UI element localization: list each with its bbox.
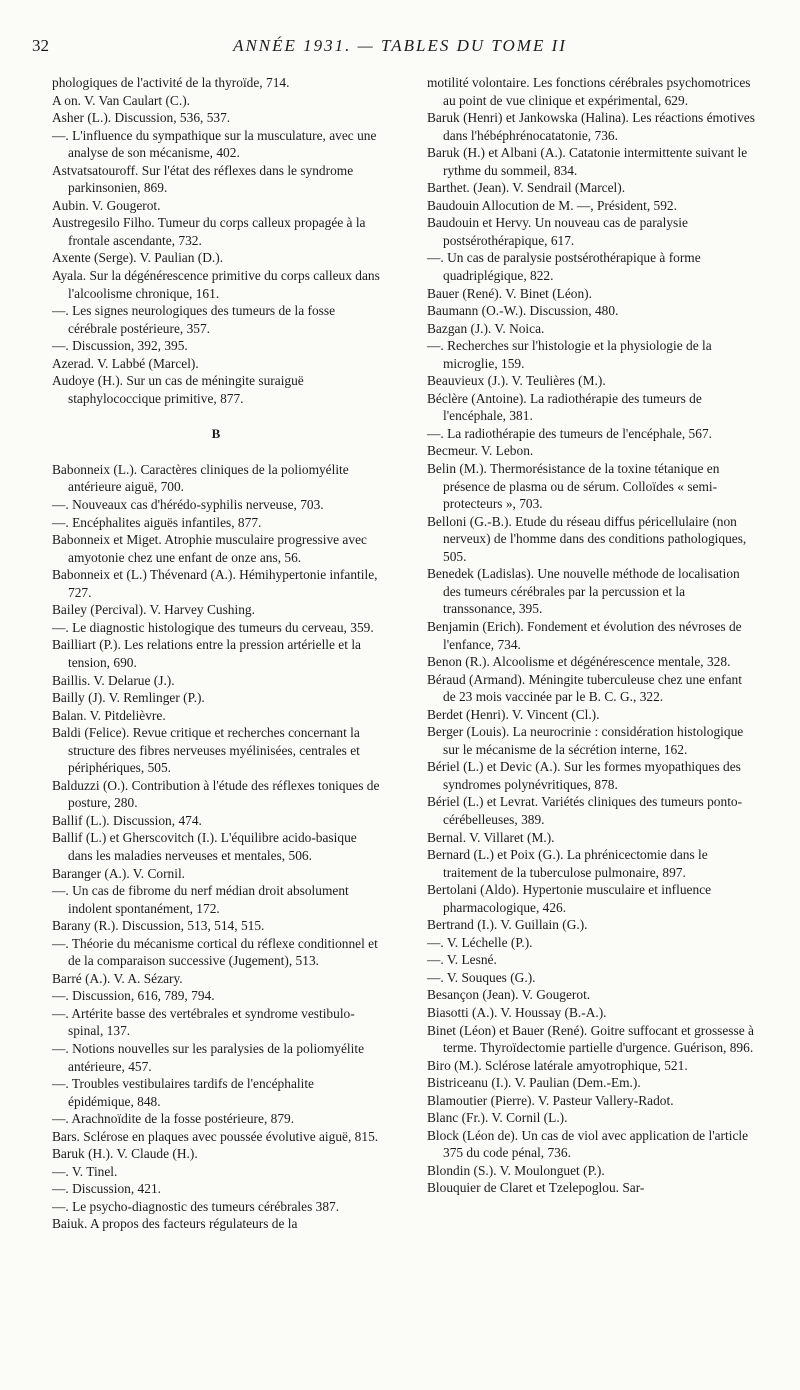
index-entry: motilité volontaire. Les fonctions cérébrales psychomotrices au point de vue clinique et expérimental, 629.: [427, 75, 751, 108]
index-entry: Belin (M.). Thermorésistance de la toxine tétanique en présence de plasma ou de sérum. Colloïdes « semi-protecteurs », 703.: [427, 461, 720, 512]
index-entry: Baruk (H.). V. Claude (H.).: [52, 1146, 198, 1162]
index-entry: Aubin. V. Gougerot.: [52, 197, 161, 213]
right-column: [427, 74, 755, 1197]
index-entry: —. V. Tinel.: [52, 1163, 118, 1179]
index-entry: Babonneix et Miget. Atrophie musculaire progressive avec amyotonie chez une enfant de onze ans, 56.: [52, 532, 367, 565]
page-number: 32: [32, 36, 49, 55]
index-entry: Bauer (René). V. Binet (Léon).: [427, 285, 592, 301]
index-entry: —. Troubles vestibulaires tardifs de l'encéphalite épidémique, 848.: [52, 1076, 314, 1109]
index-entry: Bailly (J). V. Remlinger (P.).: [52, 690, 205, 706]
index-entry: —. Le psycho-diagnostic des tumeurs cérébrales 387.: [52, 1198, 340, 1214]
index-entry: Bertolani (Aldo). Hypertonie musculaire et influence pharmacologique, 426.: [427, 882, 712, 915]
index-entry: Becmeur. V. Lebon.: [427, 443, 534, 459]
index-entry: Blondin (S.). V. Moulonguet (P.).: [427, 1162, 605, 1178]
index-entry: —. Arachnoïdite de la fosse postérieure, 879.: [52, 1111, 295, 1127]
index-entry: Blouquier de Claret et Tzelepoglou. Sar-: [427, 1180, 645, 1196]
index-entry: Asher (L.). Discussion, 536, 537.: [52, 110, 231, 126]
running-head: ANNÉE 1931. — TABLES DU TOME II: [233, 36, 567, 55]
index-entry: Bars. Sclérose en plaques avec poussée évolutive aiguë, 815.: [52, 1128, 379, 1144]
index-entry: Babonneix (L.). Caractères cliniques de la poliomyélite antérieure aiguë, 700.: [52, 461, 349, 495]
index-entry: Baldi (Felice). Revue critique et recherches concernant la structure des fibres nerveuses myélinisées, centrales et périphériques, 505.: [52, 725, 360, 776]
index-entry: —. L'influence du sympathique sur la musculature, avec une analyse de son mécanisme, 402.: [52, 127, 377, 161]
index-entry: Bazgan (J.). V. Noica.: [427, 320, 545, 336]
index-entry: Ballif (L.). Discussion, 474.: [52, 812, 202, 828]
index-entry: —. La radiothérapie des tumeurs de l'encéphale, 567.: [427, 425, 712, 441]
index-entry: Bertrand (I.). V. Guillain (G.).: [427, 917, 588, 933]
index-entry: Barany (R.). Discussion, 513, 514, 515.: [52, 918, 265, 934]
index-entry: Bériel (L.) et Levrat. Variétés cliniques des tumeurs ponto-cérébelleuses, 389.: [427, 794, 743, 827]
index-entry: A on. V. Van Caulart (C.).: [52, 92, 190, 108]
index-entry: Benedek (Ladislas). Une nouvelle méthode de localisation des tumeurs cérébrales par la percussion et la transsonance, 395.: [427, 566, 740, 617]
index-entry: Baudouin Allocution de M. —, Président, 592.: [427, 197, 677, 213]
index-entry: Belloni (G.-B.). Etude du réseau diffus péricellulaire (non nerveux) de l'homme dans des conditions pathologiques, 505.: [427, 513, 747, 564]
index-entry: Barthet. (Jean). V. Sendrail (Marcel).: [427, 180, 626, 196]
right-entries: [427, 74, 755, 1197]
index-entry: Benon (R.). Alcoolisme et dégénérescence mentale, 328.: [427, 654, 731, 670]
left-column: [52, 74, 380, 1233]
index-entry: Bernal. V. Villaret (M.).: [427, 829, 555, 845]
index-entry: Babonneix et (L.) Thévenard (A.). Hémihypertonie infantile, 727.: [52, 567, 378, 600]
section-letter: B: [211, 426, 221, 442]
index-entry: Azerad. V. Labbé (Marcel).: [52, 355, 199, 371]
index-entry: Baruk (H.) et Albani (A.). Catatonie intermittente suivant le rythme du sommeil, 834.: [427, 145, 748, 178]
index-entry: —. V. Léchelle (P.).: [427, 934, 533, 950]
index-entry: —. Recherches sur l'histologie et la physiologie de la microglie, 159.: [427, 338, 712, 371]
index-entry: Bistriceanu (I.). V. Paulian (Dem.-Em.).: [427, 1075, 641, 1091]
index-entry: Berger (Louis). La neurocrinie : considération histologique sur le mécanisme de la sécrétion interne, 162.: [427, 724, 744, 757]
index-entry: Baruk (Henri) et Jankowska (Halina). Les réactions émotives dans l'hébéphrénocatatonie, 736.: [427, 110, 755, 143]
index-entry: Bailey (Percival). V. Harvey Cushing.: [52, 602, 255, 618]
index-entry: —. Discussion, 392, 395.: [52, 338, 188, 354]
index-entry: Bériel (L.) et Devic (A.). Sur les formes myopathiques des syndromes polynévritiques, 878.: [427, 759, 741, 792]
left-entries-b: [52, 461, 380, 1233]
index-entry: Austregesilo Filho. Tumeur du corps calleux propagée à la frontale ascendante, 732.: [52, 215, 366, 248]
index-entry: Block (Léon de). Un cas de viol avec application de l'article 375 du code pénal, 736.: [427, 1127, 749, 1161]
index-entry: Béraud (Armand). Méningite tuberculeuse chez une enfant de 23 mois vaccinée par le B. C. G., 322.: [427, 671, 742, 705]
index-entry: Balduzzi (O.). Contribution à l'étude des réflexes toniques de posture, 280.: [52, 777, 380, 811]
index-entry: —. Un cas de fibrome du nerf médian droit absolument indolent spontanément, 172.: [52, 883, 349, 916]
index-entry: Ballif (L.) et Gherscovitch (I.). L'équilibre acido-basique dans les maladies nerveuses et mentales, 506.: [52, 830, 357, 863]
index-entry: Baranger (A.). V. Cornil.: [52, 865, 186, 881]
index-entry: Audoye (H.). Sur un cas de méningite suraiguë staphylococcique primitive, 877.: [52, 373, 304, 406]
index-entry: Benjamin (Erich). Fondement et évolution des névroses de l'enfance, 734.: [427, 618, 742, 652]
index-entry: —. Artérite basse des vertébrales et syndrome vestibulo-spinal, 137.: [52, 1005, 355, 1039]
index-entry: Ayala. Sur la dégénérescence primitive du corps calleux dans l'alcoolisme chronique, 161.: [52, 268, 380, 301]
index-entry: —. Les signes neurologiques des tumeurs de la fosse cérébrale postérieure, 357.: [52, 303, 336, 336]
index-entry: Baillis. V. Delarue (J.).: [52, 672, 175, 688]
index-entry: Axente (Serge). V. Paulian (D.).: [52, 250, 224, 266]
left-entries-a: [52, 74, 380, 407]
index-entry: —. V. Lesné.: [427, 952, 497, 968]
index-entry: —. V. Souques (G.).: [427, 969, 536, 985]
index-entry: Biro (M.). Sclérose latérale amyotrophique, 521.: [427, 1057, 688, 1073]
index-entry: —. Encéphalites aiguës infantiles, 877.: [52, 514, 262, 530]
index-entry: —. Notions nouvelles sur les paralysies de la poliomyélite antérieure, 457.: [52, 1040, 365, 1074]
page-header: [30, 36, 770, 62]
index-entry: —. Nouveaux cas d'hérédo-syphilis nerveuse, 703.: [52, 497, 324, 513]
index-entry: Beauvieux (J.). V. Teulières (M.).: [427, 373, 606, 389]
index-entry: Binet (Léon) et Bauer (René). Goitre suffocant et grossesse à terme. Thyroïdectomie partielle d'urgence. Guérison, 896.: [427, 1022, 754, 1056]
index-entry: Bernard (L.) et Poix (G.). La phrénicectomie dans le traitement de la tuberculose pulmonaire, 897.: [427, 847, 708, 880]
index-entry: Balan. V. Pitdelièvre.: [52, 707, 166, 723]
index-entry: Blanc (Fr.). V. Cornil (L.).: [427, 1110, 568, 1126]
index-entry: —. Discussion, 421.: [52, 1181, 161, 1197]
index-entry: —. Le diagnostic histologique des tumeurs du cerveau, 359.: [52, 619, 374, 635]
index-entry: Baumann (O.-W.). Discussion, 480.: [427, 303, 619, 319]
index-entry: Baudouin et Hervy. Un nouveau cas de paralysie postsérothérapique, 617.: [427, 215, 688, 248]
index-entry: Baiuk. A propos des facteurs régulateurs de la: [52, 1216, 298, 1232]
index-entry: Berdet (Henri). V. Vincent (Cl.).: [427, 706, 600, 722]
index-entry: —. Un cas de paralysie postsérothérapique à forme quadriplégique, 822.: [427, 250, 701, 284]
index-entry: Bailliart (P.). Les relations entre la pression artérielle et la tension, 690.: [52, 637, 361, 670]
index-entry: —. Théorie du mécanisme cortical du réflexe conditionnel et de la comparaison successive (Jugement), 513.: [52, 935, 378, 969]
index-entry: Blamoutier (Pierre). V. Pasteur Vallery-Radot.: [427, 1092, 674, 1108]
index-entry: Béclère (Antoine). La radiothérapie des tumeurs de l'encéphale, 381.: [427, 390, 702, 424]
index-entry: Biasotti (A.). V. Houssay (B.-A.).: [427, 1004, 607, 1020]
index-entry: Barré (A.). V. A. Sézary.: [52, 970, 183, 986]
index-entry: phologiques de l'activité de la thyroïde, 714.: [52, 75, 290, 90]
index-entry: —. Discussion, 616, 789, 794.: [52, 988, 215, 1004]
index-entry: Besançon (Jean). V. Gougerot.: [427, 987, 591, 1003]
index-entry: Astvatsatouroff. Sur l'état des réflexes dans le syndrome parkinsonien, 869.: [52, 162, 354, 196]
